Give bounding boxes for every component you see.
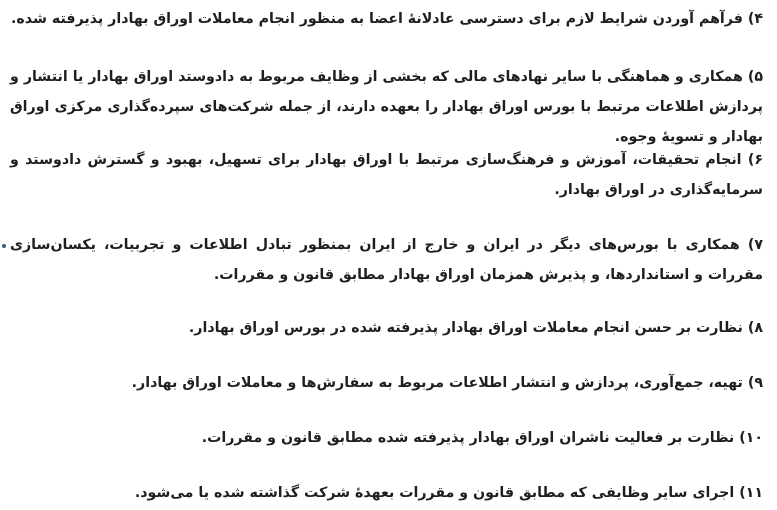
item-number: ۱۱): [739, 485, 763, 501]
item-number: ۸): [747, 320, 763, 336]
item-number: ۹): [747, 375, 763, 391]
item-text: تهیه، جمع‌آوری، پردازش و انتشار اطلاعات مربوط به سفارش‌ها و معاملات اوراق بهادار.: [131, 375, 743, 391]
list-item: [10, 368, 763, 398]
list-item: [10, 4, 763, 34]
item-text: همکاری و هماهنگی با سایر نهادهای مالی که بخشی از وظایف مربوط به دادوستد اوراق بهادار یا انتشار و پردازش اطلاعات مرتبط با بورس اوراق بهادار را بعهده دارند، از جمله شرکت‌های سپرده‌گذاری مرکزی اوراق بهادار و تسویهٔ وجوه.: [10, 69, 763, 145]
list-item: [10, 478, 763, 508]
item-number: ۴): [747, 11, 763, 27]
item-text: نظارت بر حسن انجام معاملات اوراق بهادار پذیرفته شده در بورس اوراق بهادار.: [188, 320, 743, 336]
item-number: ۵): [747, 69, 763, 85]
item-text: همکاری با بورس‌های دیگر در ایران و خارج از ایران بمنظور تبادل اطلاعات و تجربیات، یکسان‌سازی مقررات و استانداردها، و پذیرش همزمان اوراق بهادار مطابق قانون و مقررات.: [10, 237, 763, 283]
item-number: ۱۰): [739, 430, 763, 446]
list-item: [10, 423, 763, 453]
list-item: [10, 230, 763, 290]
margin-dot: [2, 244, 6, 248]
item-text: نظارت بر فعالیت ناشران اوراق بهادار پذیرفته شده مطابق قانون و مقررات.: [201, 430, 735, 446]
item-number: ۷): [747, 237, 763, 253]
list-item: [10, 62, 763, 152]
item-text: اجرای سایر وظایفی که مطابق قانون و مقررات بعهدهٔ شرکت گذاشته شده یا می‌شود.: [134, 485, 735, 501]
item-number: ۶): [747, 152, 763, 168]
list-item: [10, 145, 763, 205]
item-text: فرآهم آوردن شرایط لازم برای دسترسی عادلانهٔ اعضا به منظور انجام معاملات اوراق بهادار پذیرفته شده.: [11, 11, 743, 27]
item-text: انجام تحقیقات، آموزش و فرهنگ‌سازی مرتبط با اوراق بهادار برای تسهیل، بهبود و گسترش دادوستد و سرمایه‌گذاری در اوراق بهادار.: [10, 152, 763, 198]
list-item: [10, 313, 763, 343]
